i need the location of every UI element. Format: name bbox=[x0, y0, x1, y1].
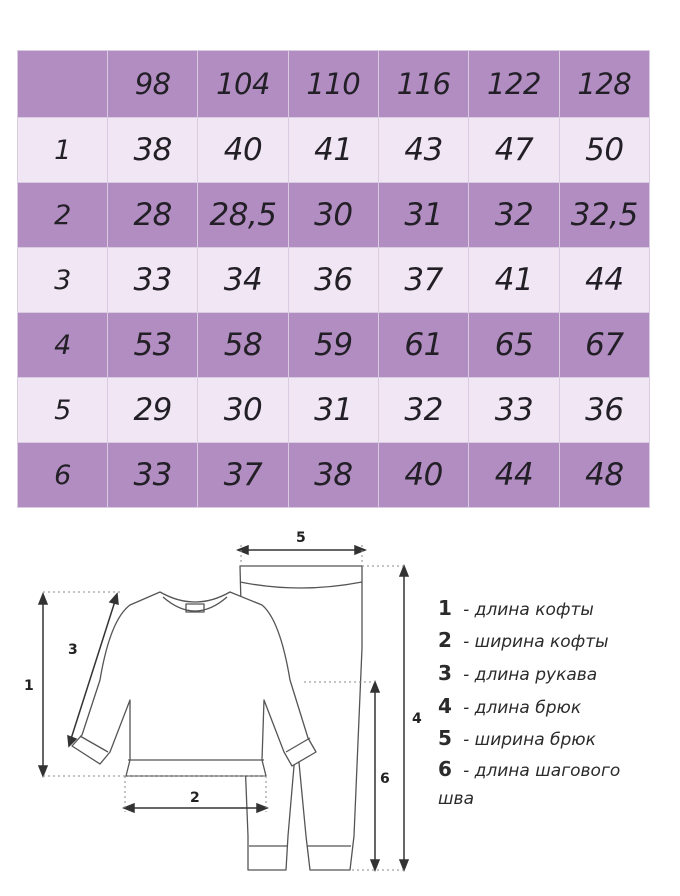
table-row bbox=[18, 118, 650, 183]
table-cell: 28,5 bbox=[198, 183, 288, 248]
table-row bbox=[18, 378, 650, 443]
size-header-cell: 122 bbox=[469, 51, 559, 118]
legend-text: - длина брюк bbox=[463, 698, 582, 718]
table-cell: 41 bbox=[288, 118, 378, 183]
table-cell: 38 bbox=[108, 118, 198, 183]
table-cell: 50 bbox=[559, 118, 649, 183]
table-cell: 53 bbox=[108, 313, 198, 378]
legend-item bbox=[438, 756, 658, 813]
table-cell: 67 bbox=[559, 313, 649, 378]
legend-item bbox=[438, 628, 609, 652]
measure-label-5: 5 bbox=[296, 530, 306, 546]
legend-number: 6 bbox=[438, 757, 452, 781]
table-cell: 36 bbox=[288, 248, 378, 313]
legend-item bbox=[438, 596, 594, 620]
table-cell: 30 bbox=[288, 183, 378, 248]
table-cell: 31 bbox=[288, 378, 378, 443]
table-cell: 32 bbox=[469, 183, 559, 248]
garment-measurement-diagram bbox=[0, 520, 430, 896]
measurement-index-cell: 5 bbox=[18, 378, 108, 443]
legend-text: - длина шагового шва bbox=[438, 761, 621, 809]
table-cell: 41 bbox=[469, 248, 559, 313]
arrow-icon bbox=[400, 566, 408, 576]
legend-text: - длина рукава bbox=[463, 665, 598, 685]
measure-label-1: 1 bbox=[24, 678, 34, 694]
measure-label-2: 2 bbox=[190, 790, 200, 806]
table-cell: 28 bbox=[108, 183, 198, 248]
table-cell: 40 bbox=[198, 118, 288, 183]
measure-label-4: 4 bbox=[412, 711, 422, 727]
arrow-icon bbox=[371, 860, 379, 870]
table-cell: 33 bbox=[108, 443, 198, 508]
table-cell: 61 bbox=[378, 313, 468, 378]
arrow-icon bbox=[39, 594, 47, 604]
table-cell: 58 bbox=[198, 313, 288, 378]
size-table bbox=[17, 50, 650, 508]
table-row bbox=[18, 313, 650, 378]
legend-number: 1 bbox=[438, 596, 452, 620]
legend-number: 3 bbox=[438, 661, 452, 685]
table-row bbox=[18, 183, 650, 248]
size-header-cell: 98 bbox=[108, 51, 198, 118]
table-cell: 47 bbox=[469, 118, 559, 183]
table-cell: 43 bbox=[378, 118, 468, 183]
table-cell: 38 bbox=[288, 443, 378, 508]
table-cell: 37 bbox=[378, 248, 468, 313]
legend-text: - длина кофты bbox=[463, 600, 594, 620]
table-row bbox=[18, 248, 650, 313]
table-cell: 33 bbox=[108, 248, 198, 313]
measurement-index-cell: 2 bbox=[18, 183, 108, 248]
table-cell: 40 bbox=[378, 443, 468, 508]
legend-number: 5 bbox=[438, 726, 452, 750]
arrow-icon bbox=[238, 546, 248, 554]
table-row bbox=[18, 443, 650, 508]
legend-item bbox=[438, 694, 581, 718]
table-cell: 33 bbox=[469, 378, 559, 443]
table-cell: 44 bbox=[469, 443, 559, 508]
table-header-row bbox=[18, 51, 650, 118]
size-header-cell: 110 bbox=[288, 51, 378, 118]
measurement-index-cell: 4 bbox=[18, 313, 108, 378]
arrow-icon bbox=[110, 594, 118, 604]
table-cell: 32,5 bbox=[559, 183, 649, 248]
size-header-cell: 128 bbox=[559, 51, 649, 118]
legend-number: 4 bbox=[438, 694, 452, 718]
table-cell: 59 bbox=[288, 313, 378, 378]
table-cell: 36 bbox=[559, 378, 649, 443]
table-cell: 31 bbox=[378, 183, 468, 248]
arrow-icon bbox=[39, 766, 47, 776]
arrow-icon bbox=[355, 546, 365, 554]
size-header-cell: 116 bbox=[378, 51, 468, 118]
legend-number: 2 bbox=[438, 628, 452, 652]
measure-label-3: 3 bbox=[68, 642, 78, 658]
arrow-icon bbox=[371, 682, 379, 692]
pants-waistband bbox=[240, 582, 362, 588]
table-cell: 44 bbox=[559, 248, 649, 313]
table-cell: 37 bbox=[198, 443, 288, 508]
measurement-index-cell: 3 bbox=[18, 248, 108, 313]
table-cell: 30 bbox=[198, 378, 288, 443]
table-cell: 48 bbox=[559, 443, 649, 508]
legend-text: - ширина кофты bbox=[463, 632, 609, 652]
table-cell: 65 bbox=[469, 313, 559, 378]
legend-text: - ширина брюк bbox=[463, 730, 596, 750]
legend-item bbox=[438, 726, 596, 750]
legend-item bbox=[438, 661, 597, 685]
measure-label-6: 6 bbox=[380, 771, 390, 787]
table-cell: 29 bbox=[108, 378, 198, 443]
table-cell bbox=[18, 51, 108, 118]
table-cell: 34 bbox=[198, 248, 288, 313]
arrow-icon bbox=[400, 860, 408, 870]
table-cell: 32 bbox=[378, 378, 468, 443]
measurement-index-cell: 1 bbox=[18, 118, 108, 183]
size-header-cell: 104 bbox=[198, 51, 288, 118]
measurement-index-cell: 6 bbox=[18, 443, 108, 508]
